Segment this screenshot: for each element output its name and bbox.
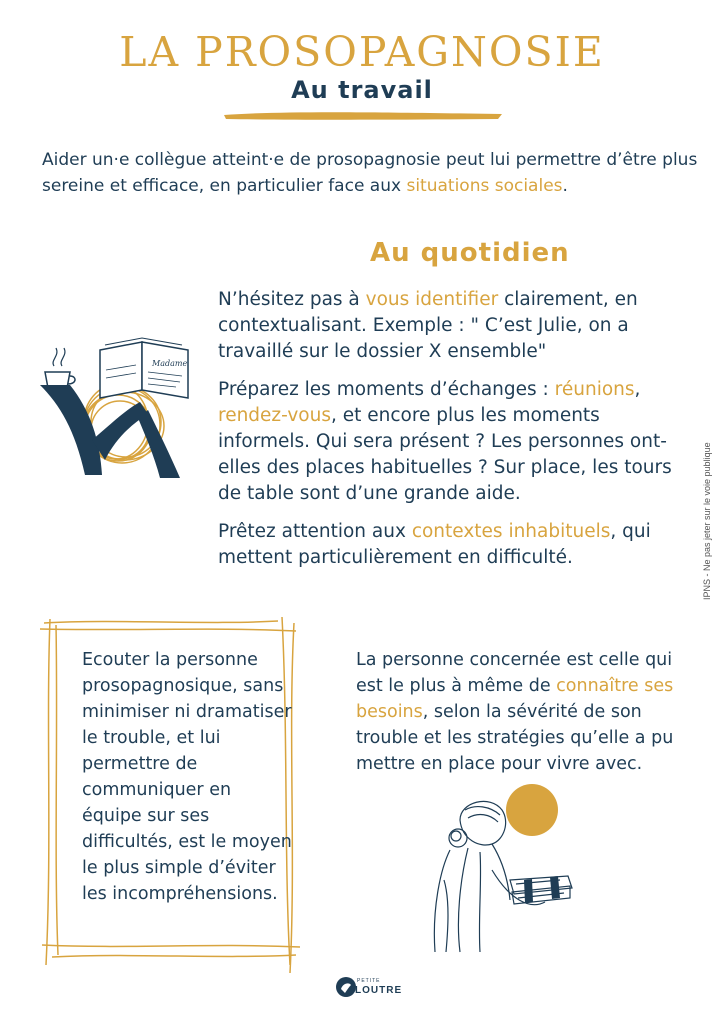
reading-person-illustration xyxy=(30,330,205,490)
logo-text: LOUTRE xyxy=(355,985,403,996)
daily-tips xyxy=(218,287,688,583)
tip-prepare: Préparez les moments d’échanges : réunions, rendez-vous, et encore plus les moments informels. Qui sera présent ? Les personnes ont-elles des places habituelles ? Sur place, les tours de table sont d’une grande aide. xyxy=(218,379,672,504)
tip-attention: Prêtez attention aux contextes inhabituels, qui mettent particulièrement en difficulté. xyxy=(218,521,651,568)
page-subtitle: Au travail xyxy=(291,76,433,104)
side-note: IPNS - Ne pas jeter sur le voie publique xyxy=(702,442,712,600)
intro-paragraph: Aider un·e collègue atteint·e de prosopagnosie peut lui permettre d’être plus sereine et efficace, en particulier face aux situations sociales. xyxy=(42,150,698,196)
section-heading: Au quotidien xyxy=(370,238,570,268)
tip-identify: N’hésitez pas à vous identifier clairement, en contextualisant. Exemple : " C’est Julie, on a travaillé sur le dossier X ensemble" xyxy=(218,289,638,362)
brush-underline xyxy=(222,107,504,123)
logo-text-top: PETITE xyxy=(357,978,381,984)
book-cover-text: Madame xyxy=(152,359,188,368)
page-title: LA PROSOPAGNOSIE xyxy=(119,28,605,76)
right-paragraph: La personne concernée est celle qui est le plus à même de connaître ses besoins, selon la sévérité de son trouble et les stratégies qu’elle a pu mettre en place pour vivre avec. xyxy=(356,650,674,774)
box-advice-text: Ecouter la personne prosopagnosique, sans minimiser ni dramatiser le trouble, et lui permettre de communiquer en équipe sur ses difficultés, est le moyen le plus simple d’éviter les incompréhensions. xyxy=(82,650,292,904)
woman-with-books-illustration xyxy=(420,780,590,955)
petite-loutre-logo xyxy=(335,975,357,999)
